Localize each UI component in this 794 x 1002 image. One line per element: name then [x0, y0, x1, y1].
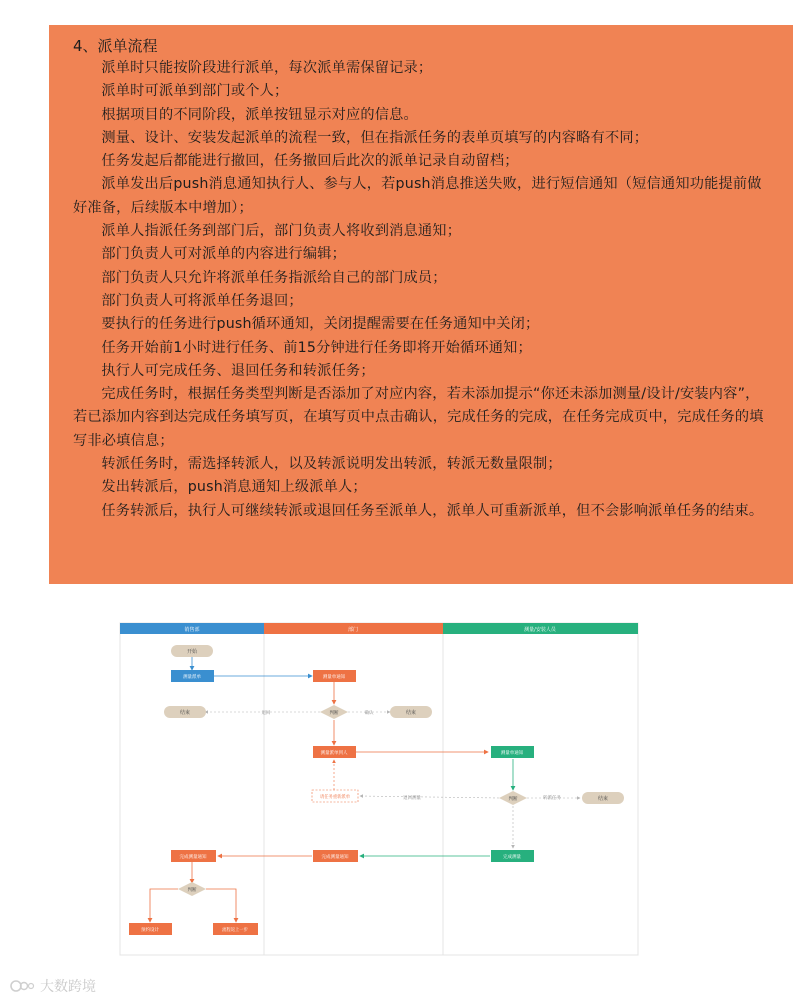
svg-text:结束: 结束	[179, 710, 191, 716]
edge-label: 确认	[364, 711, 374, 716]
paragraph: 发出转派后，push消息通知上级派单人；	[101, 479, 367, 496]
svg-text:判断: 判断	[329, 711, 339, 716]
paragraph: 派单时可派单到部门或个人；	[101, 83, 289, 100]
paragraph: 要执行的任务进行push循环通知，关闭提醒需要在任务通知中关闭；	[101, 316, 540, 333]
svg-text:测量单通知: 测量单通知	[322, 675, 346, 680]
svg-text:判断: 判断	[187, 888, 197, 893]
svg-text:结束: 结束	[405, 710, 417, 716]
svg-text:测量派单到人: 测量派单到人	[320, 751, 348, 756]
svg-text:请任务重新派单: 请任务重新派单	[319, 795, 351, 800]
paragraph: 部门负责人可将派单任务退回；	[101, 292, 303, 309]
paragraph: 派单时只能按阶段进行派单，每次派单需保留记录；	[101, 60, 433, 76]
paragraph: 任务开始前1小时进行任务、前15分钟进行任务即将开始循环通知；	[101, 339, 532, 356]
paragraph: 派单发出后push消息通知执行人、参与人，若push消息推送失败，进行短信通知（短信通知功能提前做好准备，后续版本中增加）；	[73, 176, 762, 216]
svg-text:完成测量: 完成测量	[503, 855, 521, 860]
paragraph: 测量、设计、安装发起派单的流程一致，但在指派任务的表单页填写的内容略有不同；	[101, 129, 649, 146]
paragraph: 部门负责人可对派单的内容进行编辑；	[101, 246, 346, 263]
svg-text:测量派单: 测量派单	[183, 675, 201, 680]
section-heading: 4、派单流程	[73, 37, 158, 55]
paragraph: 任务发起后都能进行撤回，任务撤回后此次的派单记录自动留档；	[101, 153, 519, 170]
brand-logo-icon	[10, 978, 36, 994]
paragraph: 任务转派后，执行人可继续转派或退回任务至派单人，派单人可重新派单，但不会影响派单任务的结束。	[101, 502, 764, 519]
svg-text:完成测量通知: 完成测量通知	[321, 855, 349, 860]
lane-label: 测量/安装人员	[524, 627, 556, 633]
paragraph: 完成任务时，根据任务类型判断是否添加了对应内容，若未添加提示“你还未添加测量/设计/安装内容”，若已添加内容到达完成任务填写页，在填写页中点击确认，完成任务的完成，在任务完成页中，完成任务的填写非必填信息；	[73, 386, 764, 449]
edge-label: 退回测量	[403, 796, 421, 801]
paragraph: 派单人指派任务到部门后，部门负责人将收到消息通知；	[101, 223, 462, 240]
paragraph: 部门负责人只允许将派单任务指派给自己的部门成员；	[101, 269, 447, 286]
svg-text:结束: 结束	[597, 796, 609, 802]
lane-label: 部门	[347, 627, 359, 633]
paragraph: 执行人可完成任务、退回任务和转派任务；	[101, 362, 375, 379]
svg-text:测量单通知: 测量单通知	[500, 751, 524, 756]
svg-text:开始: 开始	[186, 649, 198, 655]
lane-label: 销售部	[184, 627, 200, 633]
watermark	[10, 976, 96, 996]
edge-label: 转派任务	[543, 796, 561, 801]
svg-text:判断: 判断	[508, 797, 518, 802]
svg-text:完成测量通知: 完成测量通知	[179, 855, 207, 860]
paragraph: 转派任务时，需选择转派人，以及转派说明发出转派，转派无数量限制；	[101, 456, 562, 473]
svg-text:预约设计: 预约设计	[141, 928, 159, 933]
paragraph: 根据项目的不同阶段，派单按钮显示对应的信息。	[101, 106, 418, 123]
watermark-text: 大数跨境	[40, 979, 96, 995]
edge-label: 退回	[261, 711, 271, 716]
svg-text:流程返上一步: 流程返上一步	[222, 928, 248, 933]
